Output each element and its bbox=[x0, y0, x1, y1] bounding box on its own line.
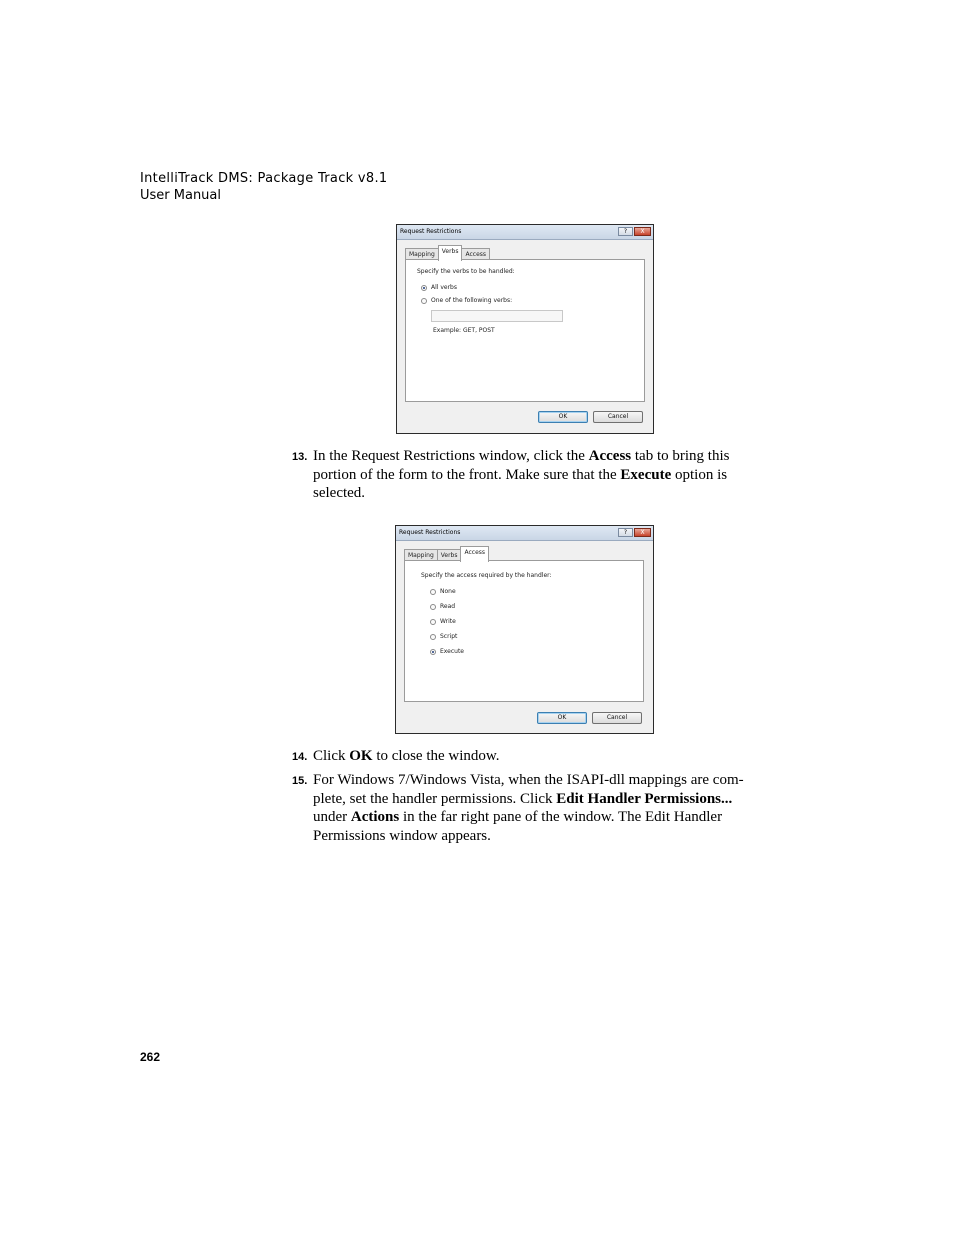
close-button[interactable]: X bbox=[634, 528, 651, 537]
tab-verbs[interactable]: Verbs bbox=[437, 549, 462, 562]
help-button[interactable]: ? bbox=[618, 227, 633, 236]
cancel-button[interactable]: Cancel bbox=[593, 411, 643, 423]
dialog-titlebar bbox=[396, 526, 653, 541]
tab-access[interactable]: Access bbox=[461, 248, 490, 261]
step-text: For Windows 7/Windows Vista, when the ISAPI-dll mappings are com-plete, set the handler permissions. Click Edit Handler Permissions... under Actions in the far right pane of the window. The Edit Handler Permissions window appears. bbox=[313, 772, 744, 844]
verbs-panel bbox=[405, 259, 645, 402]
tab-access[interactable]: Access bbox=[460, 546, 489, 562]
tab-verbs[interactable]: Verbs bbox=[438, 245, 463, 261]
help-button[interactable]: ? bbox=[618, 528, 633, 537]
ok-button[interactable]: OK bbox=[537, 712, 587, 724]
none-radio[interactable] bbox=[430, 589, 436, 595]
cancel-button[interactable]: Cancel bbox=[592, 712, 642, 724]
verbs-input[interactable] bbox=[431, 310, 563, 322]
script-label: Script bbox=[440, 633, 458, 640]
write-radio[interactable] bbox=[430, 619, 436, 625]
request-restrictions-dialog-verbs bbox=[396, 224, 654, 434]
page-number: 262 bbox=[140, 1050, 161, 1064]
step-15 bbox=[292, 771, 762, 845]
ok-button[interactable]: OK bbox=[538, 411, 588, 423]
all-verbs-radio[interactable] bbox=[421, 285, 427, 291]
access-panel bbox=[404, 560, 644, 702]
none-label: None bbox=[440, 588, 456, 595]
manual-subtitle: User Manual bbox=[140, 188, 222, 203]
execute-radio[interactable] bbox=[430, 649, 436, 655]
read-label: Read bbox=[440, 603, 456, 610]
step-13 bbox=[292, 447, 762, 503]
step-number: 13. bbox=[292, 451, 308, 463]
step-text: In the Request Restrictions window, click the Access tab to bring this portion of the form to the front. Make sure that the Execute option is selected. bbox=[313, 448, 730, 502]
read-radio[interactable] bbox=[430, 604, 436, 610]
running-header bbox=[140, 170, 387, 204]
access-prompt: Specify the access required by the handler: bbox=[421, 572, 552, 579]
step-text: Click OK to close the window. bbox=[313, 748, 500, 764]
tab-mapping[interactable]: Mapping bbox=[404, 549, 438, 562]
following-verbs-radio[interactable] bbox=[421, 298, 427, 304]
request-restrictions-dialog-access bbox=[395, 525, 654, 734]
close-button[interactable]: X bbox=[634, 227, 651, 236]
step-number: 15. bbox=[292, 775, 308, 787]
dialog-title: Request Restrictions bbox=[400, 228, 462, 235]
step-14 bbox=[292, 747, 762, 766]
manual-title-text: IntelliTrack DMS: Package Track v8.1 bbox=[140, 171, 388, 186]
manual-title bbox=[140, 170, 387, 187]
verbs-prompt: Specify the verbs to be handled: bbox=[417, 268, 515, 275]
verbs-example: Example: GET, POST bbox=[433, 327, 495, 334]
execute-label: Execute bbox=[440, 648, 464, 655]
dialog-titlebar bbox=[397, 225, 653, 240]
all-verbs-label: All verbs bbox=[431, 284, 457, 291]
step-number: 14. bbox=[292, 751, 308, 763]
dialog-title: Request Restrictions bbox=[399, 529, 461, 536]
tab-mapping[interactable]: Mapping bbox=[405, 248, 439, 261]
write-label: Write bbox=[440, 618, 456, 625]
following-verbs-label: One of the following verbs: bbox=[431, 297, 513, 304]
script-radio[interactable] bbox=[430, 634, 436, 640]
